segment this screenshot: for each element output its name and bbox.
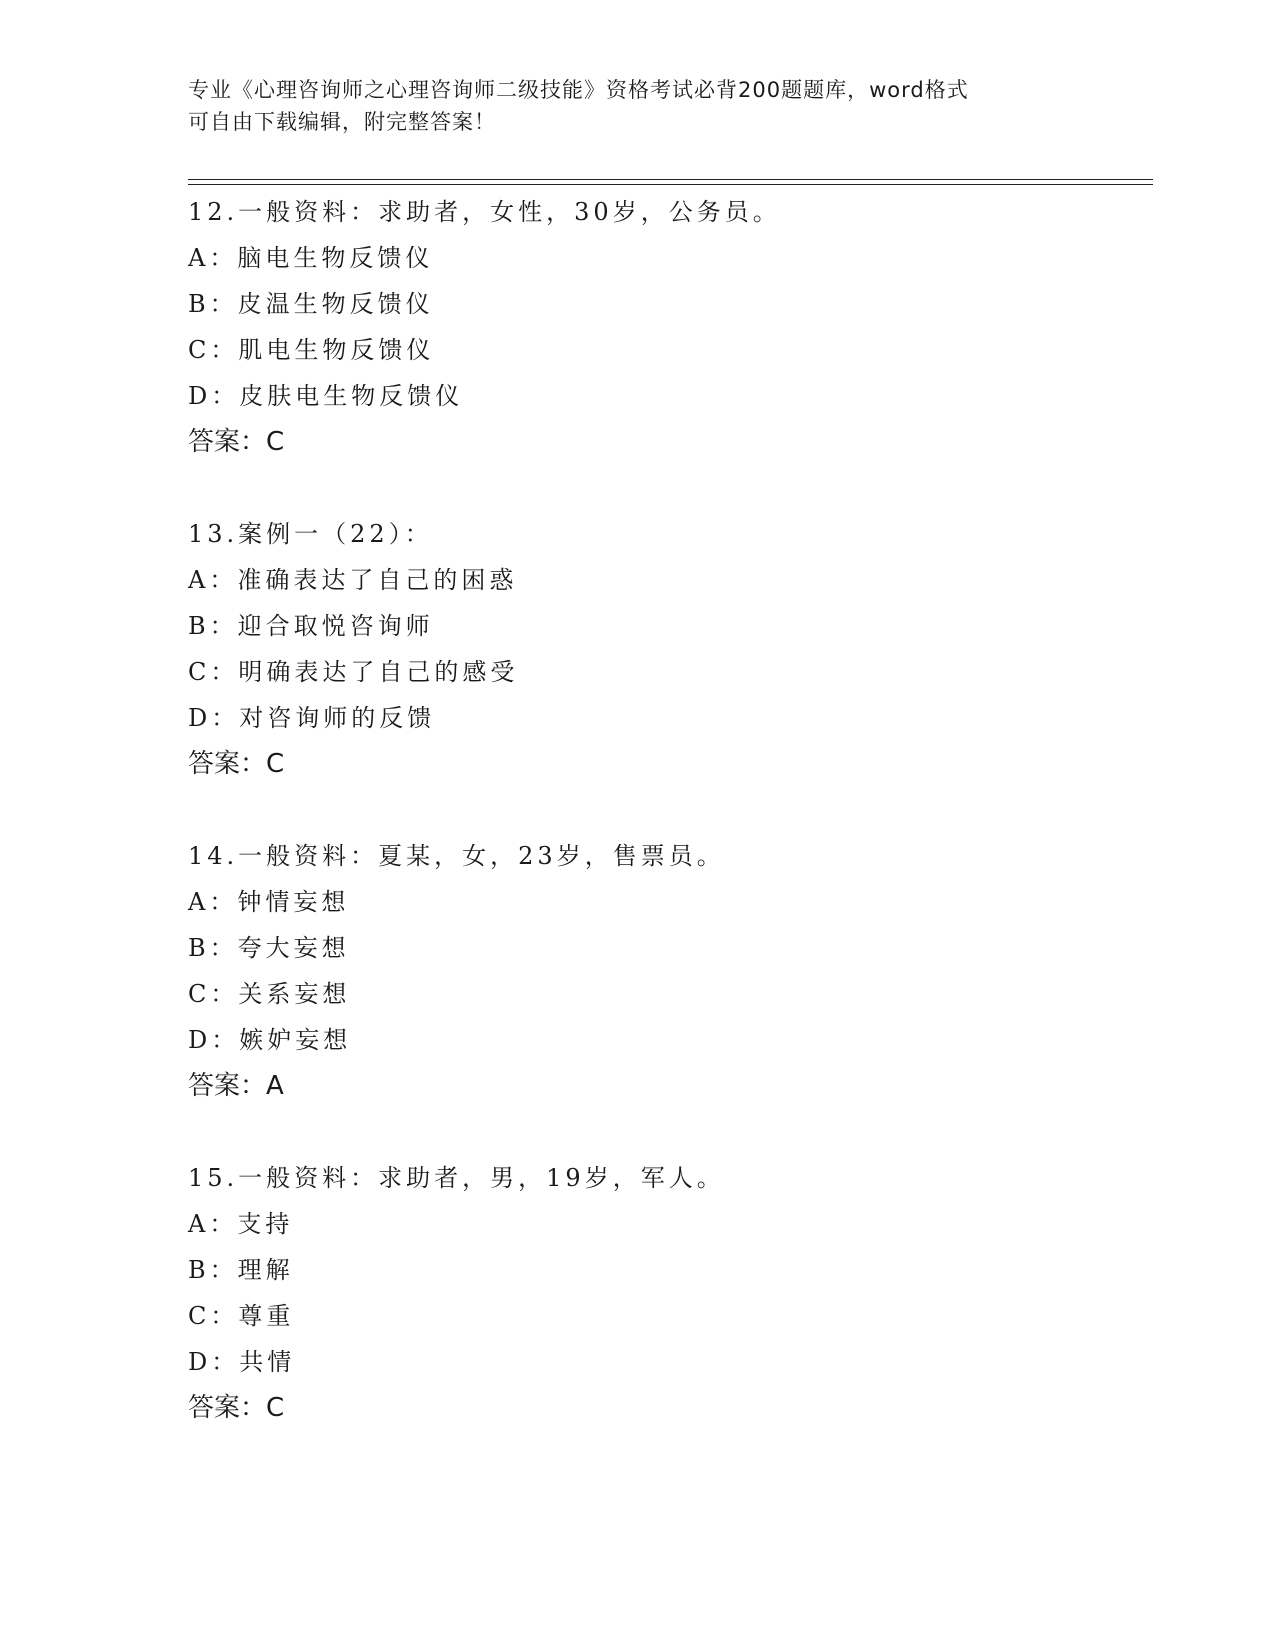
question-stem: 13.案例一（22）： [188, 520, 433, 548]
answer-line: 答案：C [188, 1393, 285, 1423]
question-stem: 12.一般资料：求助者，女性，30岁，公务员。 [188, 198, 781, 226]
answer-line: 答案：C [188, 749, 285, 779]
document-header [188, 74, 1088, 138]
option-c: C：关系妄想 [188, 980, 351, 1008]
option-b: B：理解 [188, 1256, 294, 1284]
option-a: A：钟情妄想 [188, 888, 350, 916]
question-list [188, 189, 1148, 1477]
option-c: C：明确表达了自己的感受 [188, 658, 519, 686]
header-line-1: 专业《心理咨询师之心理咨询师二级技能》资格考试必背200题题库，word格式 [188, 78, 969, 102]
option-c: C：尊重 [188, 1302, 295, 1330]
option-c: C：肌电生物反馈仪 [188, 336, 435, 364]
option-a: A：支持 [188, 1210, 294, 1238]
option-b: B：夸大妄想 [188, 934, 350, 962]
answer-line: 答案：C [188, 427, 285, 457]
header-divider-top [188, 179, 1153, 180]
option-d: D：共情 [188, 1348, 296, 1376]
question-12 [188, 189, 1148, 465]
header-divider-bottom [188, 184, 1153, 185]
option-b: B：皮温生物反馈仪 [188, 290, 434, 318]
option-d: D：嫉妒妄想 [188, 1026, 352, 1054]
question-13 [188, 511, 1148, 787]
question-stem: 14.一般资料：夏某，女，23岁，售票员。 [188, 842, 725, 870]
option-d: D：皮肤电生物反馈仪 [188, 382, 464, 410]
header-line-2: 可自由下载编辑，附完整答案！ [188, 110, 496, 134]
option-a: A：准确表达了自己的困惑 [188, 566, 518, 594]
question-15 [188, 1155, 1148, 1431]
option-a: A：脑电生物反馈仪 [188, 244, 434, 272]
option-d: D：对咨询师的反馈 [188, 704, 436, 732]
answer-line: 答案：A [188, 1071, 284, 1101]
question-stem: 15.一般资料：求助者，男，19岁，军人。 [188, 1164, 725, 1192]
question-14 [188, 833, 1148, 1109]
option-b: B：迎合取悦咨询师 [188, 612, 434, 640]
